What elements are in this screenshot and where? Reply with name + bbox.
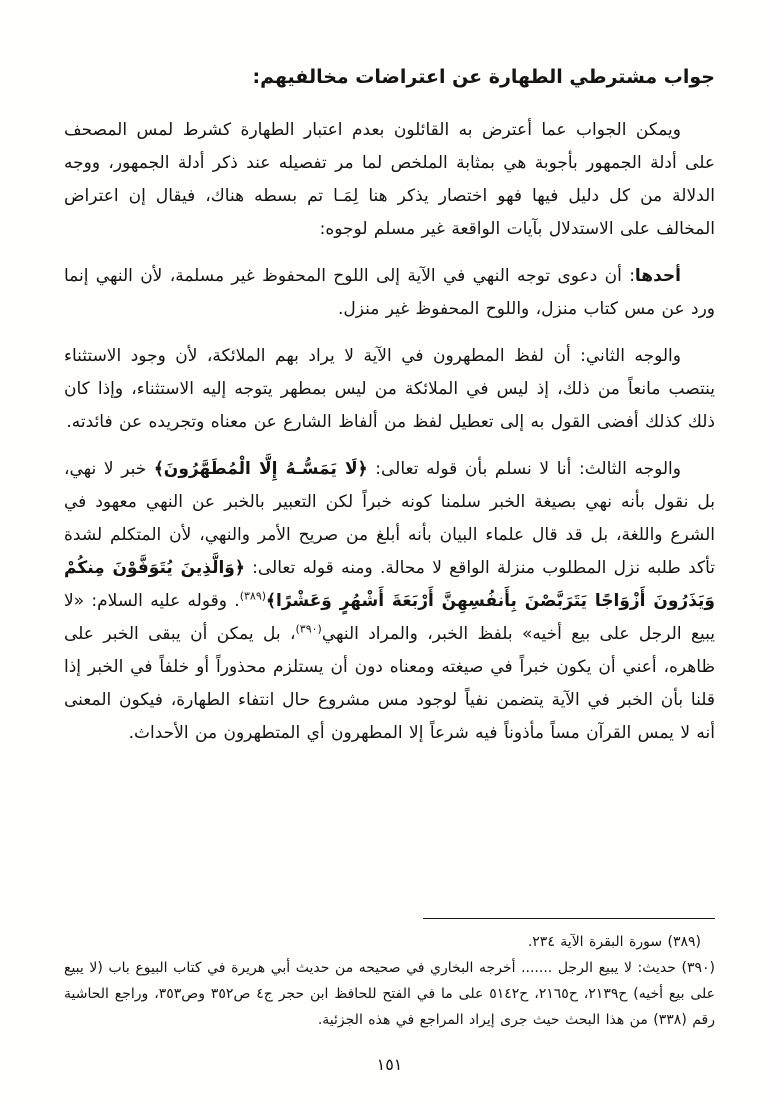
footnote-marker: (٣٩٠) [295,622,322,636]
page-number: ١٥١ [376,1055,403,1074]
footnote-separator [423,918,715,919]
body-text [64,114,715,764]
quran-verse: ﴿لَا يَمَسُّـهُ إِلَّا الْمُطَهَّرُونَ﴾ [153,459,368,479]
text-segment: خبر لا نهي، بل نقول بأنه نهي بصيغة الخبر سلمنا كونه خبراً لكن التعبير بالخبر عن النهي معهود في الشرع واللغة، بل قد قال علماء البيان بأنه أبلغ من صريح الأمر والنهي، لأن المتكلم لشدة تأكد طلبه نزل المطلوب منزلة الواقع لا محالة. ومنه قوله تعالى: [64,459,716,578]
text-segment: ويمكن الجواب عما أعترض به القائلون بعدم اعتبار الطهارة كشرط لمس المصحف على أدلة الجمهور بأجوبة هي بمثابة الملخص لما مر تفصيله عند ذكر أدلة الجمهور، ووجه الدلالة من كل دليل فيها فهو اختصار يذكر هنا لِمَـا تم بسطه هناك، فيقال إن اعتراض المخالف على الاستدلال بآيات الواقعة غير مسلم لوجوه: [64,120,715,239]
footnote-389: (٣٨٩) سورة البقرة الآية ٢٣٤. [527,934,701,950]
footnote-marker: (٣٨٩) [239,589,267,603]
footer-block [64,914,715,1074]
page-title: جواب مشترطي الطهارة عن اعتراضات مخالفيهم: [252,66,715,88]
text-segment: والوجه الثالث: أنا لا نسلم بأن قوله تعالى: [367,459,681,479]
text-segment: أحدها [634,266,681,286]
text-segment: . وقوله عليه السلام: «لا يبيع الرجل على بيع أخيه» بلفظ الخبر، والمراد النهي [64,591,715,644]
text-segment: ، بل يمكن أن يبقى الخبر على ظاهره، أعني أن يكون خبراً في صيغته ومعناه دون أن يستلزم محذوراً أو خلفاً في الخبر إذا قلنا بأن الخبر في الآية يتضمن نفياً لوجود مس مشروع حال انتفاء الطهارة، فيكون المعنى أنه لا يمس القرآن مساً مأذوناً فيه شرعاً إلا المطهرون أي المتطهرون من الأحداث. [64,624,715,743]
text-segment: : أن دعوى توجه النهي في الآية إلى اللوح المحفوظ غير مسلمة، لأن النهي إنما ورد عن مس كتاب منزل، واللوح المحفوظ غير منزل. [64,266,715,319]
body-paragraph-1 [64,114,715,246]
body-paragraph-2 [64,260,715,326]
body-paragraph-3 [64,340,715,439]
footnotes [64,929,715,1033]
body-paragraph-4 [64,453,715,750]
quran-verse: ﴿وَالَّذِينَ يُتَوَفَّوْنَ مِنكُمْ وَيَذَرُونَ أَزْوَاجًا يَتَرَبَّصْنَ بِأَنفُسِهِنَّ أَرْبَعَةَ أَشْهُرٍ وَعَشْرًا﴾ [64,558,715,611]
text-segment: والوجه الثاني: أن لفظ المطهرون في الآية لا يراد بهم الملائكة، لأن وجود الاستثناء ينتصب مانعاً من ذلك، إذ ليس في الملائكة من ليس بمطهر يتوجه إليه الاستثناء، وإذا كان ذلك كذلك أفضى القول به إلى تعطيل لفظ من ألفاظ الشارع عن معناه وتجريده عن فائدته. [64,346,715,432]
footnote-390: (٣٩٠) حديث: لا يبيع الرجل ....... أخرجه البخاري في صحيحه من حديث أبي هريرة في كتاب البيوع باب (لا يبيع على بيع أخيه) ح٢١٣٩، ح٢١٦٥، ح٥١٤٢ على ما في الفتح للحافظ ابن حجر ج٤ ص٣٥٢ وص٣٥٣، وراجع الحاشية رقم (٣٣٨) من هذا البحث حيث جرى إيراد المراجع في هذه الجزئية. [64,960,716,1028]
